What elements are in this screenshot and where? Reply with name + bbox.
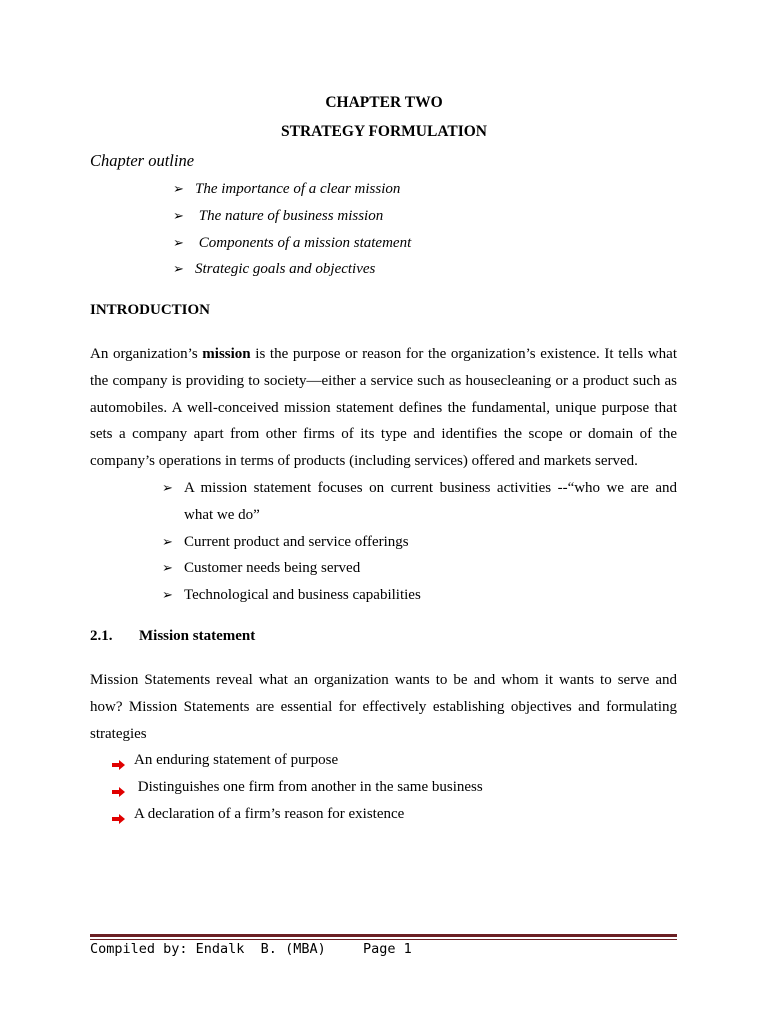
- list-item-text: A declaration of a firm’s reason for existence: [134, 805, 405, 822]
- section-heading: [90, 628, 255, 645]
- intro-text-rest: is the purpose or reason for the organization’s existence. It tells what the company is providing to society—either a service such as housecleaning or a product such as automobiles. A well-conceived mission statement defines the fundamental, unique purpose that sets a company apart from other firms of its type and identifies the scope or domain of the company’s operations in terms of products (including services) offered and markets served.: [90, 346, 677, 470]
- outline-item-text: The importance of a clear mission: [195, 181, 401, 197]
- introduction-list: [162, 475, 677, 609]
- list-item-text: Distinguishes one firm from another in the same business: [134, 778, 483, 795]
- footer-rule-thick: [90, 934, 677, 937]
- footer-rule-thin: [90, 939, 677, 940]
- list-item: [112, 774, 483, 801]
- section-number: 2.1.: [90, 628, 113, 644]
- chapter-number-title: CHAPTER TWO: [325, 94, 443, 111]
- red-arrow-icon: [112, 754, 134, 766]
- arrowhead-icon: ➢: [173, 234, 184, 250]
- arrowhead-icon: ➢: [173, 261, 184, 277]
- outline-item: [173, 258, 411, 285]
- chapter-main-title: STRATEGY FORMULATION: [281, 123, 487, 140]
- list-item: [112, 801, 483, 828]
- arrowhead-icon: ➢: [162, 480, 173, 495]
- chapter-outline-list: [173, 178, 411, 285]
- arrowhead-icon: ➢: [162, 533, 173, 549]
- list-item: [162, 582, 677, 609]
- footer-page-number: Page 1: [363, 941, 412, 957]
- footer-compiled-by: Compiled by: Endalk B. (MBA): [90, 941, 326, 957]
- list-item: [162, 475, 677, 529]
- arrowhead-icon: ➢: [173, 207, 184, 223]
- list-item-text: Customer needs being served: [184, 560, 361, 577]
- outline-item: [173, 178, 411, 205]
- outline-item: [173, 232, 411, 259]
- list-item: [112, 747, 483, 774]
- chapter-outline-title: Chapter outline: [90, 151, 195, 170]
- arrowhead-icon: ➢: [173, 181, 184, 196]
- list-item-text: Technological and business capabilities: [184, 587, 421, 604]
- list-item-text: A mission statement focuses on current business activities --“who we are and what we do”: [184, 480, 677, 523]
- section-title: Mission statement: [139, 628, 256, 644]
- list-item-text: Current product and service offerings: [184, 533, 409, 550]
- arrowhead-icon: ➢: [162, 587, 173, 603]
- intro-text-bold: mission: [202, 346, 251, 362]
- outline-item: [173, 205, 411, 232]
- outline-item-text: Strategic goals and objectives: [195, 261, 376, 278]
- outline-item-text: Components of a mission statement: [195, 234, 412, 251]
- mission-paragraph: Mission Statements reveal what an organization wants to be and whom it wants to serve and how? Mission Statements are essential for effectively establishing objectives and formulating strategies: [90, 672, 677, 742]
- red-arrow-icon: [112, 808, 134, 820]
- list-item: [162, 555, 677, 582]
- arrowhead-icon: ➢: [162, 560, 173, 576]
- outline-item-text: The nature of business mission: [195, 207, 384, 224]
- intro-text-start: An organization’s: [90, 346, 203, 362]
- mission-list: [112, 747, 483, 827]
- list-item: [162, 529, 677, 556]
- list-item-text: An enduring statement of purpose: [134, 752, 339, 768]
- red-arrow-icon: [112, 781, 134, 793]
- introduction-paragraph: [90, 341, 677, 475]
- introduction-heading: INTRODUCTION: [90, 302, 211, 318]
